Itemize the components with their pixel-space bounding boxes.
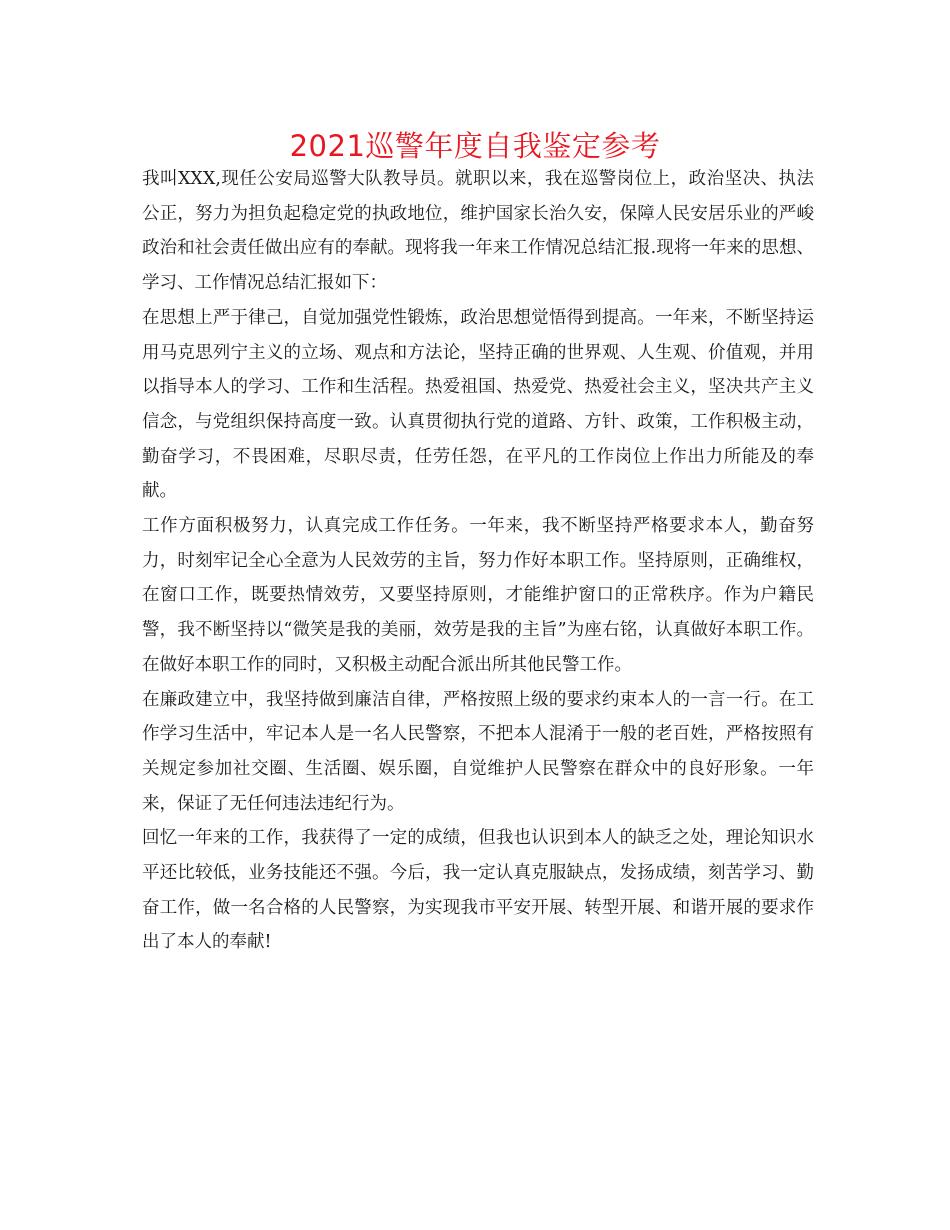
paragraph-work: 工作方面积极努力，认真完成工作任务。一年来，我不断坚持严格要求本人，勤奋努力，时刻牢记全心全意为人民效劳的主旨，努力作好本职工作。坚持原则，正确维权，在窗口工作，既要热情效劳，又要坚持原则，才能维护窗口的正常秩序。作为户籍民警，我不断坚持以“微笑是我的美丽，效劳是我的主旨”为座右铭，认真做好本职工作。在做好本职工作的同时，又积极主动配合派出所其他民警工作。 bbox=[142, 516, 814, 675]
paragraph-intro: 我叫XXX,现任公安局巡警大队教导员。就职以来，我在巡警岗位上，政治坚决、执法公正，努力为担负起稳定党的执政地位，维护国家长治久安，保障人民安居乐业的严峻政治和社会责任做出应有的奉献。现将我一年来工作情况总结汇报.现将一年来的思想、学习、工作情况总结汇报如下： bbox=[142, 169, 814, 294]
document-body bbox=[142, 162, 814, 960]
paragraph-thought: 在思想上严于律己，自觉加强党性锻炼，政治思想觉悟得到提高。一年来，不断坚持运用马克思列宁主义的立场、观点和方法论，坚持正确的世界观、人生观、价值观，并用以指导本人的学习、工作和生活程。热爱祖国、热爱党、热爱社会主义，坚决共产主义信念，与党组织保持高度一致。认真贯彻执行党的道路、方针、政策，工作积极主动，勤奋学习，不畏困难，尽职尽责，任劳任怨，在平凡的工作岗位上作出力所能及的奉献。 bbox=[142, 307, 814, 502]
paragraph-review: 回忆一年来的工作，我获得了一定的成绩，但我也认识到本人的缺乏之处，理论知识水平还比较低，业务技能还不强。今后，我一定认真克服缺点，发扬成绩，刻苦学习、勤奋工作，做一名合格的人民警察，为实现我市平安开展、转型开展、和谐开展的要求作出了本人的奉献! bbox=[142, 828, 814, 953]
document-title: 2021巡警年度自我鉴定参考 bbox=[289, 129, 661, 163]
paragraph-integrity: 在廉政建立中，我坚持做到廉洁自律，严格按照上级的要求约束本人的一言一行。在工作学习生活中，牢记本人是一名人民警察，不把本人混淆于一般的老百姓，严格按照有关规定参加社交圈、生活圈、娱乐圈，自觉维护人民警察在群众中的良好形象。一年来，保证了无任何违法违纪行为。 bbox=[142, 689, 814, 814]
